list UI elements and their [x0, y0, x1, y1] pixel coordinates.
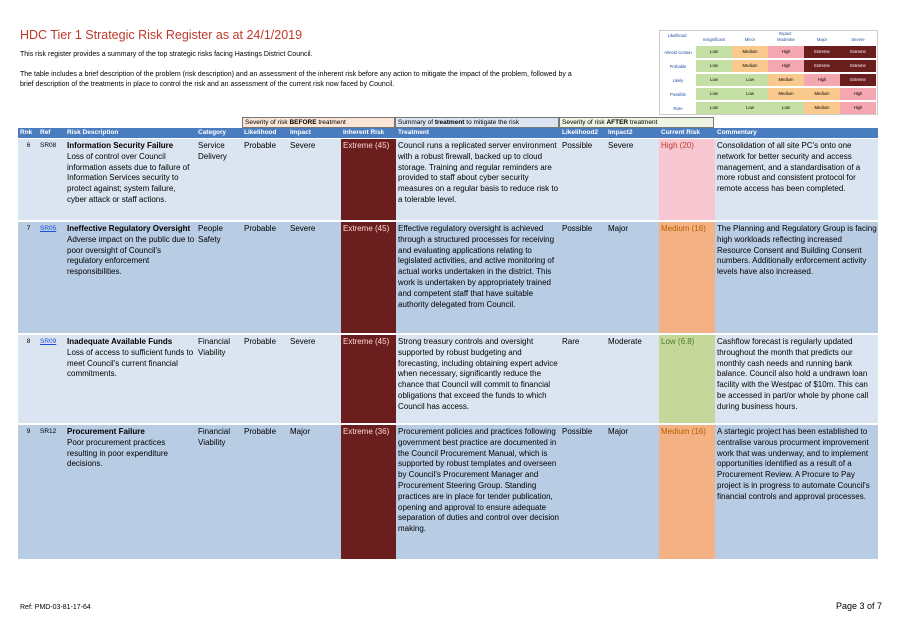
table-row [18, 139, 878, 221]
col-commentary: Commentary [717, 129, 757, 136]
table-row [18, 425, 878, 560]
cell-impact: Major [290, 427, 311, 436]
matrix-cell: Low [696, 60, 732, 72]
matrix-impact-level: Moderate [777, 37, 795, 42]
matrix-likelihood-level: Possible [670, 92, 686, 97]
matrix-cell: Extreme [840, 74, 876, 86]
cell-ref: SR12 [40, 428, 57, 435]
cell-category: People Safety [198, 224, 223, 244]
col-ref: Ref [40, 129, 51, 136]
col-risk-description: Risk Description [67, 129, 119, 136]
col-impact2: Impact2 [608, 129, 633, 136]
cell-risk-description [65, 222, 196, 333]
cell-category: Financial Viability [198, 427, 231, 447]
col-impact: Impact [290, 129, 311, 136]
risk-detail: Loss of access to sufficient funds to meet Council's current financial commitments. [67, 347, 194, 379]
matrix-cell: High [768, 46, 804, 58]
cell-likelihood2: Possible [562, 427, 593, 436]
cell-rank: 6 [26, 142, 31, 149]
cell-inherent-risk: Extreme (45) [341, 335, 396, 423]
cell-impact: Severe [290, 141, 316, 150]
risk-title: Procurement Failure [67, 427, 145, 436]
cell-risk-description [65, 139, 196, 220]
cell-current-risk: Low (6.8) [659, 335, 715, 423]
col-treatment: Treatment [398, 129, 430, 136]
matrix-cell: Low [696, 46, 732, 58]
cell-likelihood2: Rare [562, 337, 580, 346]
cell-likelihood2: Possible [562, 141, 593, 150]
matrix-cell: Extreme [840, 60, 876, 72]
cell-current-risk: Medium (16) [659, 425, 715, 559]
risk-title: Information Security Failure [67, 141, 174, 150]
cell-ref: SR08 [40, 142, 57, 149]
group-after-treatment: Severity of risk AFTER treatment [559, 117, 714, 128]
matrix-cell: High [804, 74, 840, 86]
cell-impact: Severe [290, 224, 316, 233]
risk-matrix [659, 30, 878, 115]
cell-impact: Severe [290, 337, 316, 346]
group-before-treatment: Severity of risk BEFORE treatment [242, 117, 395, 128]
matrix-cell: Low [732, 74, 768, 86]
matrix-impact-level: Major [816, 37, 828, 42]
matrix-cell: Low [696, 102, 732, 114]
table-header [18, 128, 878, 138]
page-number: Page 3 of 7 [835, 601, 882, 611]
table-row [18, 335, 878, 424]
cell-inherent-risk: Extreme (36) [341, 425, 396, 559]
matrix-cell: High [840, 102, 876, 114]
matrix-cell: Medium [804, 102, 840, 114]
cell-likelihood: Probable [244, 337, 277, 346]
cell-impact2: Major [608, 224, 629, 233]
col-likelihood2: Likelihood2 [562, 129, 599, 136]
cell-likelihood: Probable [244, 141, 277, 150]
matrix-impact-level: Insignificant [702, 37, 726, 42]
matrix-cell: Medium [768, 74, 804, 86]
cell-treatment: Procurement policies and practices following government best practice are documented in the Council Procurement Manual, which is supported by robust templates and overseen by Council's Procurement Manager and Procurement Steering Group. Standing practices are in place for tender publication, opening and approval to ensure adequate separation of duties and control over decision making. [398, 427, 559, 534]
cell-rank: 9 [26, 428, 31, 435]
matrix-cell: Extreme [804, 60, 840, 72]
cell-inherent-risk: Extreme (45) [341, 222, 396, 333]
cell-category: Financial Viability [198, 337, 231, 357]
cell-ref-link[interactable]: SR05 [40, 225, 57, 232]
matrix-cell: Low [768, 102, 804, 114]
cell-commentary: Cashflow forecast is regularly updated throughout the month that predicts our monthly cash needs and running bank balance. Council also hold a undrawn loan facility with the Westpac of $10m. This can be accessed in part/or whole by phone call during business hours. [717, 337, 869, 411]
cell-likelihood: Probable [244, 427, 277, 436]
matrix-cell: High [840, 88, 876, 100]
matrix-likelihood-level: Probable [669, 64, 687, 69]
cell-likelihood2: Possible [562, 224, 593, 233]
cell-risk-description [65, 425, 196, 559]
group-treatment: Summary of treatment to mitigate the risk [395, 117, 559, 128]
matrix-cell: Medium [768, 88, 804, 100]
matrix-cell: High [768, 60, 804, 72]
cell-impact2: Major [608, 427, 629, 436]
table-row [18, 222, 878, 334]
matrix-likelihood-level: Rare [673, 106, 683, 111]
page-title: HDC Tier 1 Strategic Risk Register as at 24/1/2019 [20, 28, 303, 42]
matrix-likelihood-label: Likelihood [667, 33, 687, 38]
col-current-risk: Current Risk [661, 129, 701, 136]
cell-current-risk: Medium (16) [659, 222, 715, 333]
cell-impact2: Severe [608, 141, 634, 150]
matrix-cell: Extreme [840, 46, 876, 58]
matrix-cell: Medium [804, 88, 840, 100]
risk-title: Ineffective Regulatory Oversight [67, 224, 191, 233]
risk-detail: Poor procurement practices resulting in poor expenditure decisions. [67, 437, 168, 469]
matrix-impact-label: Impact [778, 31, 792, 36]
matrix-cell: Low [696, 74, 732, 86]
col-likelihood: Likelihood [244, 129, 277, 136]
intro-paragraph-1: This risk register provides a summary of the top strategic risks facing Hastings District Council. [20, 51, 313, 58]
matrix-cell: Extreme [804, 46, 840, 58]
col-inherent-risk: Inherent Risk [343, 129, 385, 136]
intro-paragraph-2: The table includes a brief description of the problem (risk description) and an assessment of the inherent risk before any action to mitigate the impact of the problem, followed by a brief description of the treatments in place to control the risk and an assessment of the current risk now faced by Council. [20, 71, 572, 88]
matrix-impact-level: Severe [851, 37, 865, 42]
col-rnk: Rnk [20, 129, 33, 136]
cell-current-risk: High (20) [659, 139, 715, 220]
risk-detail: Loss of control over Council information assets due to failure of Information Services security to protect against; system failure, cyber attack or staff actions. [67, 151, 190, 204]
cell-commentary: Consolidation of all site PC's onto one network for better security and access management, and a standardisation of a more robust and consistent protocol for remote access has been completed. [717, 141, 861, 194]
cell-treatment: Council runs a replicated server environment with a robust firewall, backed up to cloud storage. Training and regular reminders are provided to staff about cyber security measures on a regular basis to reduce risk to a tolerable level. [398, 141, 559, 204]
matrix-cell: Medium [732, 60, 768, 72]
matrix-cell: Low [696, 88, 732, 100]
matrix-likelihood-level: Likely [672, 78, 684, 83]
risk-detail: Adverse impact on the public due to poor oversight of Council's regulatory enforcement responsibilities. [67, 234, 195, 277]
cell-rank: 8 [26, 338, 31, 345]
cell-category: Service Delivery [198, 141, 227, 161]
matrix-cell: Low [732, 88, 768, 100]
matrix-cell: Medium [732, 46, 768, 58]
risk-title: Inadequate Available Funds [67, 337, 173, 346]
cell-treatment: Effective regulatory oversight is achieved through a structured processes for receiving and evaluating applications relating to legislated activities, and active monitoring of actual works undertaken in the district. This work is undertaken by appropriately trained and competent staff that have suitable authority delegated from Council. [398, 224, 555, 309]
matrix-impact-level: Minor [744, 37, 756, 42]
cell-likelihood: Probable [244, 224, 277, 233]
cell-commentary: A startegic project has been established to centralise varous procurment improvement work that was underway, and to implement opportunities identified as a result of a Procurement Review. A Procure to Pay project is in progress to automate Council's financial controls and approval processes. [717, 427, 870, 501]
cell-impact2: Moderate [608, 337, 642, 346]
cell-inherent-risk: Extreme (45) [341, 139, 396, 220]
matrix-cell: Low [732, 102, 768, 114]
cell-treatment: Strong treasury controls and oversight supported by robust budgeting and forecasting, including obtaining expert advice when necessary, significantly reduce the chance that Council will commit to financial obligations that exceed the funds to which Council has access. [398, 337, 558, 411]
cell-risk-description [65, 335, 196, 423]
matrix-likelihood-level: Almost Certain [664, 50, 692, 55]
col-category: Category [198, 129, 227, 136]
footer-reference: Ref: PMD-03-81-17-64 [20, 604, 91, 611]
cell-commentary: The Planning and Regulatory Group is facing high workloads reflecting increased Resource Consent and Building Consent numbers. Additionally enforcement activity levels have also increased. [717, 224, 877, 277]
cell-rank: 7 [26, 225, 31, 232]
cell-ref-link[interactable]: SR09 [40, 338, 57, 345]
